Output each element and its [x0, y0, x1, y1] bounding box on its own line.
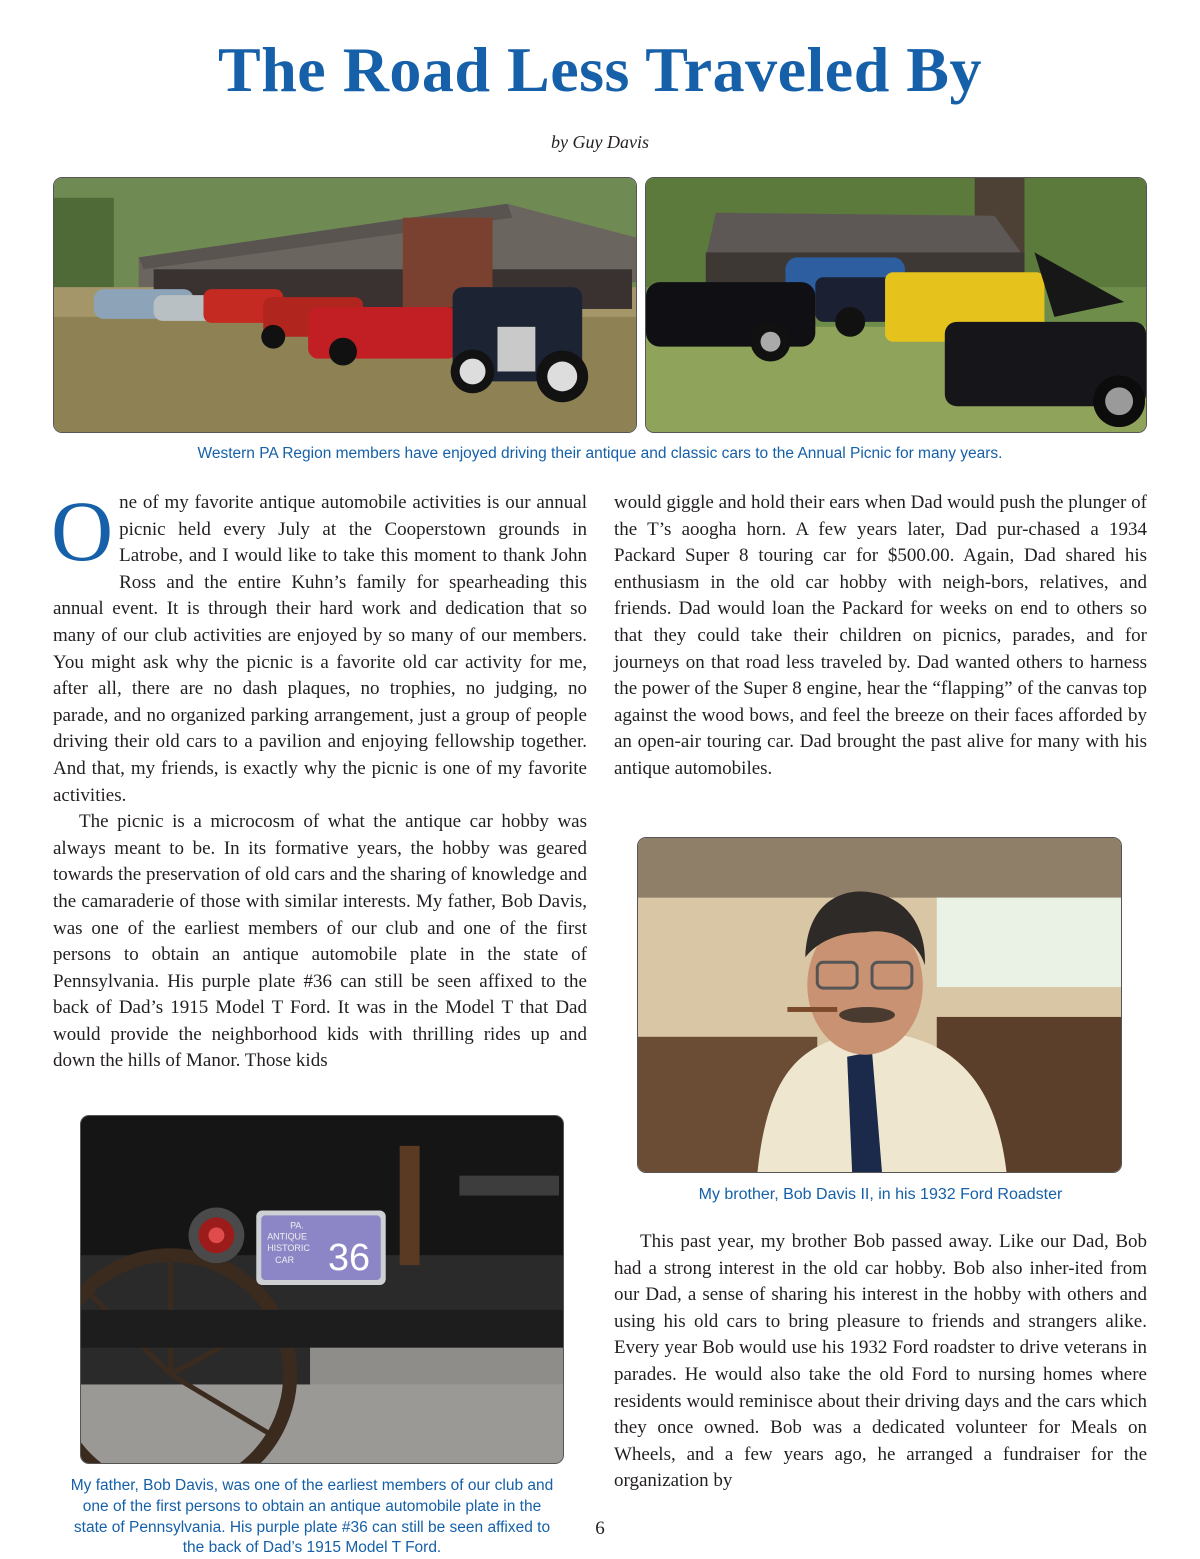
paragraph-2: The picnic is a microcosm of what the antique car hobby was always meant to be. In its formative years, the hobby was geared towards the preservation of old cars and the sharing of knowledge and the camaraderie of those with similar interests. My father, Bob Davis, was one of the earliest members of our club and one of the first persons to obtain an antique automobile plate in the state of Pennsylvania. His purple plate #36 can still be seen affixed to the back of Dad’s 1915 Model T Ford. It was in the Model T that Dad would provide the neighborhood kids with thrilling rides up and down the hills of Manor. Those kids	[53, 811, 587, 1072]
top-photo-caption: Western PA Region members have enjoyed driving their antique and classic cars to the Annual Picnic for many years.	[197, 445, 1003, 462]
license-plate-caption: My father, Bob Davis, was one of the earliest members of our club and one of the first persons to obtain an antique automobile plate in the state of Pennsylvania. His purple plate #36 can still be seen affixed to the back of Dad’s 1915 Model T Ford.	[70, 1477, 554, 1557]
paragraph-1: ne of my favorite antique automobile activities is our annual picnic held every July at the Cooperstown grounds in Latrobe, and I would like to take this moment to thank John Ross and the entire Kuhn’s family for spearheading this annual event. It is through their hard work and dedication that so many of our club activities are enjoyed by so many of our members. You might ask why the picnic is a favorite old car activity for me, after all, there are no dash plaques, no trophies, no judging, no parade, and no organized parking arrangement, just a group of people driving their old cars to a pavilion and enjoying fellowship together. And that, my friends, is exactly why the picnic is one of my favorite activities.	[53, 492, 587, 806]
picnic-photo-left	[53, 177, 637, 433]
paragraph-3: This past year, my brother Bob passed away. Like our Dad, Bob had a strong interest in the old car hobby. Bob also inher-ited from our Dad, a sense of sharing his interest in the hobby with others and using his old cars to bring pleasure to friends and strangers alike. Every year Bob would use his 1932 Ford roadster to drive veterans in parades. He would also take the old Ford to nursing homes where residents would reminisce about their driving days and the cars which they once owned. Bob was a dedicated volunteer for Meals on Wheels, and a few years ago, he arranged a fundraiser for the organization by	[614, 1231, 1147, 1492]
page-number: 6	[595, 1518, 605, 1539]
plate-line-1: PA.	[290, 1220, 304, 1231]
plate-line-3: HISTORIC	[267, 1243, 310, 1254]
right-column-top	[614, 490, 1147, 783]
left-column	[51, 483, 587, 1075]
byline: by Guy Davis	[551, 132, 649, 152]
plate-number: 36	[327, 1237, 371, 1280]
brother-photo	[637, 837, 1122, 1173]
article-title: The Road Less Traveled By	[218, 34, 982, 105]
right-column-bottom	[614, 1229, 1147, 1495]
picnic-photo-right	[645, 177, 1147, 433]
plate-line-4: CAR	[275, 1255, 295, 1266]
plate-line-2: ANTIQUE	[267, 1231, 307, 1242]
brother-photo-caption: My brother, Bob Davis II, in his 1932 Ford Roadster	[698, 1186, 1063, 1203]
license-plate-photo	[80, 1115, 564, 1464]
dropcap: O	[51, 483, 114, 579]
paragraph-2-continued: would giggle and hold their ears when Dad would push the plunger of the T’s aoogha horn. A few years later, Dad pur-chased a 1934 Packard Super 8 touring car for $500.00. Again, Dad shared his enthusiasm in the old car hobby with neigh-bors, relatives, and friends. Dad would loan the Packard for weeks on end to others so that they could take their children on picnics, parades, and for journeys on that road less traveled by. Dad wanted others to harness the power of the Super 8 engine, hear the “flapping” of the canvas top against the wood bows, and feel the breeze on their faces afforded by an open-air touring car. Dad brought the past alive for many with his antique automobiles.	[614, 492, 1147, 779]
